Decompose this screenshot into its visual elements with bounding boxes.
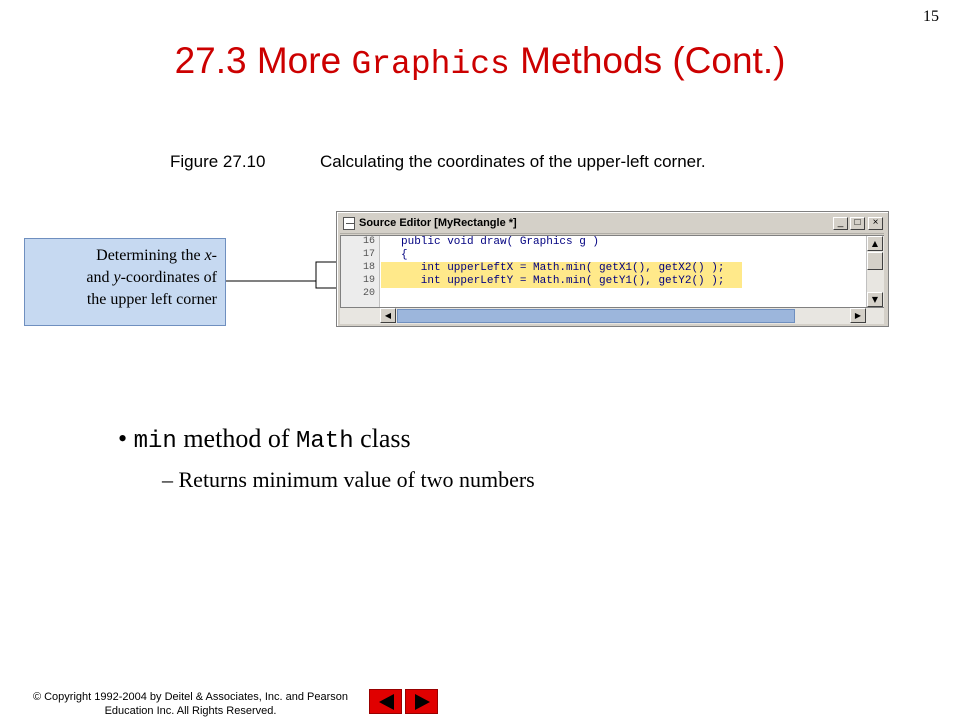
line-number: 20 bbox=[362, 288, 375, 299]
bullet-item: • min method of Math class bbox=[118, 424, 411, 455]
close-button[interactable]: × bbox=[868, 217, 883, 230]
scroll-right-icon[interactable]: ▶ bbox=[850, 308, 866, 323]
code-line: public void draw( Graphics g ) bbox=[401, 236, 600, 248]
vertical-scrollbar[interactable] bbox=[866, 236, 884, 307]
callout-line: and y-coordinates of bbox=[86, 269, 217, 286]
code-line bbox=[381, 288, 862, 301]
code-line-highlighted: int upperLeftY = Math.min( getY1(), getY2() ); bbox=[381, 275, 742, 288]
scroll-left-icon[interactable]: ◀ bbox=[380, 308, 396, 323]
code-line: { bbox=[401, 249, 408, 261]
scroll-up-icon[interactable]: ▲ bbox=[867, 236, 883, 251]
horizontal-scroll-thumb[interactable] bbox=[397, 309, 795, 323]
left-arrow-icon bbox=[370, 690, 403, 715]
vertical-scroll-thumb[interactable] bbox=[867, 252, 883, 270]
maximize-button[interactable]: □ bbox=[850, 217, 865, 230]
next-slide-button[interactable] bbox=[405, 689, 438, 714]
figure-caption-text: Calculating the coordinates of the upper-left corner. bbox=[320, 152, 706, 171]
right-arrow-icon bbox=[406, 690, 439, 715]
slide-number: 15 bbox=[923, 8, 939, 25]
editor-body[interactable] bbox=[340, 235, 884, 308]
code-line-highlighted: int upperLeftX = Math.min( getX1(), getX2() ); bbox=[381, 262, 742, 275]
bullet-list bbox=[118, 424, 535, 492]
previous-slide-button[interactable] bbox=[369, 689, 402, 714]
editor-title: Source Editor [MyRectangle *] bbox=[359, 217, 517, 229]
line-number: 19 bbox=[362, 275, 375, 286]
source-editor-window bbox=[336, 211, 889, 327]
minimize-button[interactable]: _ bbox=[833, 217, 848, 230]
horizontal-scrollbar[interactable] bbox=[340, 308, 884, 324]
document-edit-icon bbox=[343, 217, 355, 230]
copyright-notice: © Copyright 1992-2004 by Deitel & Associates, Inc. and Pearson Education Inc. All Rights Reserved. bbox=[32, 691, 349, 717]
scroll-down-icon[interactable]: ▼ bbox=[867, 292, 883, 307]
sub-bullet-item: – Returns minimum value of two numbers bbox=[162, 467, 535, 492]
callout-line: Determining the x- bbox=[96, 247, 217, 264]
figure-label: Figure 27.10 bbox=[170, 152, 266, 171]
editor-titlebar bbox=[340, 215, 884, 234]
line-number: 16 bbox=[362, 236, 375, 247]
title-prefix: 27.3 More bbox=[174, 40, 352, 81]
code-area[interactable] bbox=[381, 236, 862, 307]
line-number: 18 bbox=[362, 262, 375, 273]
title-code: Graphics bbox=[351, 46, 510, 83]
line-number-gutter bbox=[341, 236, 380, 307]
title-suffix: Methods (Cont.) bbox=[509, 40, 786, 81]
callout-line: the upper left corner bbox=[86, 291, 217, 308]
line-number: 17 bbox=[362, 249, 375, 260]
